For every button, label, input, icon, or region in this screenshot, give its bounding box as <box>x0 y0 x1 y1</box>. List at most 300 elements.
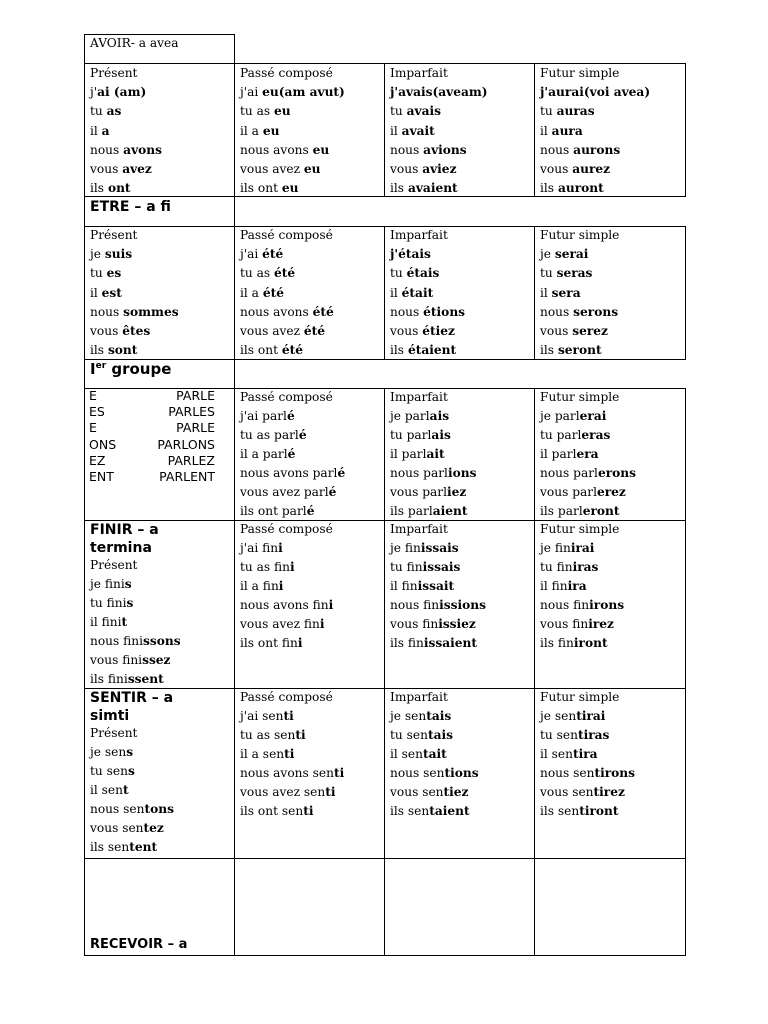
bold-ending: tons <box>144 802 174 816</box>
stem-text: il sen <box>540 747 573 761</box>
bold-ending: serons <box>573 304 619 319</box>
stem-text: nous fin <box>540 598 590 612</box>
bold-ending: issaient <box>423 636 478 650</box>
stem-text: je parl <box>540 409 580 423</box>
stem-text: tu fin <box>540 560 573 574</box>
conjugation-line <box>90 615 127 630</box>
conjugation-line <box>390 522 448 537</box>
bold-ending: aurons <box>573 142 621 157</box>
stem-text: Imparfait <box>390 390 448 404</box>
conjugation-line <box>90 783 129 798</box>
bold-ending: eront <box>582 504 620 518</box>
stem-text: tu parl <box>390 428 432 442</box>
stem-text: vous <box>90 162 123 176</box>
conjugation-line <box>540 143 620 158</box>
stem-text: tu <box>540 266 557 281</box>
stem-text: nous parl <box>390 466 448 480</box>
stem-text: il <box>90 285 102 300</box>
bold-ending: erai <box>579 409 607 423</box>
bold-ending: étions <box>423 304 466 319</box>
conjugation-line <box>540 266 592 281</box>
bold-ending: issait <box>417 579 455 593</box>
bold-ending: iras <box>572 560 599 574</box>
bold-ending: ont <box>107 181 131 196</box>
bold-ending: avez <box>122 162 152 176</box>
conjugation-line <box>390 247 431 262</box>
stem-text: ils ont parl <box>240 504 307 518</box>
conjugation-line <box>390 266 439 281</box>
stem-text: vous sen <box>390 785 444 799</box>
verb-form: PARLONS <box>157 436 215 452</box>
stem-text: vous sen <box>90 821 144 835</box>
bold-ending: ti <box>333 766 345 780</box>
bold-ending: sommes <box>123 304 179 319</box>
stem-text: tu sen <box>90 764 128 778</box>
bold-ending: issais <box>422 560 461 574</box>
bold-ending: serai <box>554 247 589 262</box>
verb-form: PARLE <box>176 388 215 403</box>
conjugation-line <box>240 485 336 500</box>
stem-text: vous sen <box>540 785 594 799</box>
stem-text: je <box>540 247 555 262</box>
stem-text: il <box>390 285 402 300</box>
bold-ending: aurez <box>572 162 611 176</box>
bold-ending: tira <box>573 747 598 761</box>
conjugation-line <box>90 745 133 760</box>
conjugation-line <box>390 747 447 762</box>
bold-ending: eu <box>274 104 291 119</box>
bold-ending: ions <box>447 466 477 480</box>
stem-text: ils sen <box>390 804 430 818</box>
bold-ending: été <box>303 324 326 338</box>
conjugation-line <box>540 181 604 196</box>
bold-ending: t <box>121 615 128 629</box>
stem-text: ils sen <box>90 840 130 854</box>
bold-ending: i <box>297 636 303 650</box>
conjugation-line <box>240 181 299 196</box>
stem-text: vous <box>540 324 573 338</box>
bold-ending: aviez <box>422 162 457 176</box>
bold-ending: serez <box>572 324 608 338</box>
bold-ending: s <box>124 577 132 591</box>
stem-text: vous avez fin <box>240 617 320 631</box>
stem-text: tu fin <box>390 560 423 574</box>
bold-ending: j'aurai(voi avea) <box>540 85 651 100</box>
conjugation-line <box>240 728 306 743</box>
stem-text: Passé composé <box>240 522 333 536</box>
bold-ending: iez <box>447 485 467 499</box>
bold-ending: tions <box>444 766 479 780</box>
stem-text: Présent <box>90 228 138 242</box>
bold-ending: été <box>312 304 334 319</box>
stem-text: ils <box>540 181 558 196</box>
verb-form: PARLENT <box>159 469 215 484</box>
conjugation-line <box>240 390 333 405</box>
bold-ending: ai (am) <box>97 85 147 100</box>
bold-ending: ti <box>325 785 336 799</box>
stem-text: vous parl <box>390 485 447 499</box>
bold-ending: eu <box>262 123 280 138</box>
conjugation-line <box>90 85 146 100</box>
stem-text: je sen <box>540 709 577 723</box>
conjugation-line <box>90 162 152 177</box>
conjugation-line <box>90 247 132 262</box>
bold-ending: a <box>101 123 110 138</box>
conjugation-line <box>390 579 454 594</box>
stem-text: il parl <box>390 447 427 461</box>
sentir-title-line1: SENTIR – a <box>90 690 174 706</box>
conjugation-line <box>390 181 458 196</box>
conjugation-line <box>540 124 583 139</box>
bold-ending: auras <box>556 104 595 119</box>
stem-text: nous avons parl <box>240 466 338 480</box>
bold-ending: era <box>576 447 599 461</box>
stem-text: ils fin <box>390 636 424 650</box>
bold-ending: ti <box>283 709 294 723</box>
conjugation-line <box>540 598 624 613</box>
conjugation-line <box>540 390 619 405</box>
conjugation-line <box>540 447 599 462</box>
bold-ending: issiez <box>438 617 476 631</box>
stem-text: j' <box>90 85 98 100</box>
conjugation-line <box>90 124 110 139</box>
conjugation-line <box>90 104 121 119</box>
bold-ending: suis <box>104 247 133 262</box>
conjugation-line <box>240 766 344 781</box>
stem-text: tu sen <box>540 728 578 742</box>
conjugation-line <box>240 409 295 424</box>
stem-text: nous avons <box>240 142 313 157</box>
stem-text: nous avons sen <box>240 766 334 780</box>
bold-ending: irai <box>570 541 595 555</box>
etre-title: ETRE – a fi <box>90 199 171 215</box>
bold-ending: ait <box>426 447 445 461</box>
bold-ending: seront <box>557 343 602 358</box>
conjugation-line <box>390 485 466 500</box>
bold-ending: avais <box>406 104 441 119</box>
stem-text: Futur simple <box>540 66 620 80</box>
conjugation-line <box>240 247 283 262</box>
bold-ending: tais <box>427 728 453 742</box>
bold-ending: eu(am avut) <box>262 85 345 100</box>
bold-ending: avons <box>123 142 163 157</box>
stem-text: j'ai <box>240 85 263 100</box>
conjugation-line <box>90 343 137 358</box>
bold-ending: erons <box>597 466 636 480</box>
stem-text: tu <box>90 266 107 281</box>
verb-form: PARLE <box>176 420 215 436</box>
stem-text: tu <box>390 104 407 119</box>
bold-ending: irons <box>589 598 625 612</box>
conjugation-line <box>240 690 333 705</box>
stem-text: tu as <box>240 104 275 119</box>
bold-ending: tait <box>423 747 447 761</box>
conjugation-line <box>240 541 283 556</box>
conjugation-line <box>240 286 284 301</box>
stem-text: tu <box>390 266 407 281</box>
conjugation-line <box>390 560 460 575</box>
stem-text: nous avons <box>240 304 313 319</box>
bold-ending: ti <box>303 804 314 818</box>
stem-text: vous fini <box>90 653 143 667</box>
stem-text: vous fin <box>540 617 589 631</box>
conjugation-line <box>390 598 486 613</box>
stem-text: Présent <box>90 558 138 572</box>
verb-form: PARLEZ <box>167 452 215 468</box>
bold-ending: i <box>290 560 295 574</box>
conjugation-line <box>240 617 324 632</box>
conjugation-line <box>90 672 164 687</box>
conjugation-line <box>390 785 468 800</box>
conjugation-line <box>390 709 451 724</box>
conjugation-line <box>240 636 303 651</box>
bold-ending: été <box>274 266 296 281</box>
stem-text: Présent <box>90 726 138 740</box>
conjugation-line <box>540 541 594 556</box>
conjugation-line <box>540 766 635 781</box>
stem-text: ils ont sen <box>240 804 304 818</box>
stem-text: il sen <box>90 783 123 797</box>
bold-ending: eu <box>303 162 321 176</box>
bold-ending: es <box>106 266 122 281</box>
bold-ending: t <box>123 783 129 797</box>
conjugation-line <box>390 636 477 651</box>
conjugation-line <box>240 305 334 320</box>
bold-ending: été <box>262 285 284 300</box>
bold-ending: i <box>278 579 284 593</box>
conjugation-line <box>540 324 608 339</box>
stem-text: nous <box>540 142 574 157</box>
stem-text: il a sen <box>240 747 285 761</box>
bold-ending: étiez <box>422 324 455 338</box>
bold-ending: tiront <box>579 804 619 818</box>
stem-text: il a fin <box>240 579 279 593</box>
conjugation-line <box>540 286 581 301</box>
bold-ending: tiras <box>577 728 610 742</box>
stem-text: Passé composé <box>240 228 333 242</box>
verb-form: PARLES <box>168 404 215 420</box>
conjugation-line <box>90 596 133 611</box>
conjugation-line <box>540 409 606 424</box>
stem-text: Passé composé <box>240 690 333 704</box>
bold-ending: avaient <box>407 181 458 196</box>
conjugation-line <box>390 504 468 519</box>
conjugation-line <box>390 690 448 705</box>
conjugation-line <box>540 728 609 743</box>
conjugation-line <box>390 728 453 743</box>
conjugation-line <box>390 447 445 462</box>
conjugation-line <box>240 785 335 800</box>
stem-text: nous sen <box>540 766 595 780</box>
conjugation-line <box>390 228 448 243</box>
stem-text: vous <box>540 162 573 176</box>
stem-text: ils <box>90 181 108 196</box>
bold-ending: erez <box>597 485 626 499</box>
stem-text: il <box>540 123 552 138</box>
conjugation-line <box>240 143 329 158</box>
conjugation-line <box>90 286 122 301</box>
conjugation-line <box>90 764 135 779</box>
bold-ending: i <box>278 541 283 555</box>
conjugation-line <box>90 228 137 243</box>
bold-ending: été <box>281 343 304 358</box>
stem-text: il <box>90 123 102 138</box>
conjugation-line <box>240 66 333 81</box>
bold-ending: j'étais <box>390 247 431 262</box>
bold-ending: ti <box>284 747 295 761</box>
conjugation-line <box>90 266 121 281</box>
bold-ending: taient <box>429 804 470 818</box>
bold-ending: ssons <box>143 634 181 648</box>
bold-ending: auront <box>557 181 604 196</box>
bold-ending: é <box>306 504 315 518</box>
groupe1-title-main: I <box>90 360 96 378</box>
conjugation-line <box>390 286 433 301</box>
bold-ending: est <box>101 285 122 300</box>
bold-ending: é <box>298 428 307 442</box>
conjugation-line <box>540 560 598 575</box>
bold-ending: avions <box>423 142 467 157</box>
conjugation-line <box>90 181 131 196</box>
recevoir-imparfait-cell <box>384 858 535 956</box>
bold-ending: ssent <box>127 672 164 686</box>
stem-text: Imparfait <box>390 522 448 536</box>
stem-text: Imparfait <box>390 228 448 242</box>
stem-text: nous parl <box>540 466 598 480</box>
conjugation-line <box>240 447 295 462</box>
stem-text: nous avons fin <box>240 598 329 612</box>
bold-ending: ira <box>567 579 587 593</box>
conjugation-line <box>390 617 476 632</box>
conjugation-line <box>390 162 457 177</box>
conjugation-line <box>90 577 132 592</box>
bold-ending: tirons <box>594 766 636 780</box>
bold-ending: i <box>319 617 325 631</box>
bold-ending: irez <box>588 617 614 631</box>
conjugation-line <box>540 709 605 724</box>
stem-text: il a <box>240 123 263 138</box>
conjugation-line <box>390 305 465 320</box>
bold-ending: s <box>126 745 134 759</box>
stem-text: il <box>390 123 402 138</box>
conjugation-line <box>90 653 170 668</box>
conjugation-line <box>390 124 435 139</box>
stem-text: nous <box>90 304 124 319</box>
conjugation-line <box>390 428 451 443</box>
bold-ending: é <box>287 447 296 461</box>
conjugation-line <box>240 228 333 243</box>
conjugation-line <box>240 124 279 139</box>
conjugation-line <box>90 66 137 81</box>
conjugation-line <box>390 85 488 100</box>
stem-text: Futur simple <box>540 690 620 704</box>
conjugation-line <box>540 428 610 443</box>
conjugation-line <box>390 541 459 556</box>
stem-text: vous parl <box>540 485 597 499</box>
stem-text: j'ai fin <box>240 541 279 555</box>
conjugation-line <box>540 85 650 100</box>
conjugation-line <box>240 343 303 358</box>
stem-text: il a <box>240 285 263 300</box>
conjugation-line <box>240 579 283 594</box>
finir-title-line1: FINIR – a <box>90 522 159 538</box>
stem-text: ils fin <box>540 636 574 650</box>
bold-ending: iront <box>573 636 608 650</box>
stem-text: Futur simple <box>540 228 620 242</box>
conjugation-line <box>240 598 333 613</box>
stem-text: ils <box>90 343 108 358</box>
stem-text: ils ont <box>240 343 282 358</box>
conjugation-line <box>540 343 602 358</box>
bold-ending: tirez <box>593 785 625 799</box>
bold-ending: tais <box>426 709 452 723</box>
conjugation-line <box>90 558 137 573</box>
conjugation-line <box>390 409 449 424</box>
stem-text: Futur simple <box>540 390 620 404</box>
recevoir-futur-simple-cell <box>534 858 686 956</box>
bold-ending: était <box>401 285 434 300</box>
stem-text: ils fini <box>90 672 128 686</box>
stem-text: nous <box>540 304 574 319</box>
bold-ending: é <box>337 466 346 480</box>
conjugation-line <box>390 804 470 819</box>
verb-ending: E <box>89 420 97 436</box>
stem-text: ils parl <box>540 504 583 518</box>
conjugation-line <box>540 785 625 800</box>
recevoir-title: RECEVOIR – a <box>90 937 188 952</box>
bold-ending: sont <box>107 343 138 358</box>
stem-text: je parl <box>390 409 430 423</box>
stem-text: vous <box>390 162 423 176</box>
conjugation-line <box>90 305 179 320</box>
stem-text: j'ai parl <box>240 409 287 423</box>
conjugation-line <box>240 522 333 537</box>
verb-ending: E <box>89 388 97 403</box>
stem-text: il sen <box>390 747 423 761</box>
bold-ending: j'avais(aveam) <box>390 85 488 100</box>
groupe1-title-sup: er <box>95 361 107 371</box>
stem-text: Futur simple <box>540 522 620 536</box>
bold-ending: as <box>106 104 122 119</box>
stem-text: il <box>540 285 552 300</box>
stem-text: vous avez <box>240 162 304 176</box>
stem-text: tu fini <box>90 596 127 610</box>
stem-text: Présent <box>90 66 138 80</box>
stem-text: je fin <box>390 541 421 555</box>
stem-text: il a parl <box>240 447 288 461</box>
conjugation-line <box>540 617 614 632</box>
conjugation-line <box>540 579 587 594</box>
bold-ending: tirai <box>576 709 606 723</box>
stem-text: nous sen <box>390 766 445 780</box>
conjugation-line <box>390 104 441 119</box>
bold-ending: avait <box>401 123 435 138</box>
stem-text: tu as sen <box>240 728 296 742</box>
stem-text: vous <box>90 324 123 338</box>
conjugation-line <box>390 143 467 158</box>
stem-text: ils parl <box>390 504 433 518</box>
recevoir-passe-compose-cell <box>234 858 385 956</box>
stem-text: j'ai sen <box>240 709 284 723</box>
conjugation-line <box>240 162 321 177</box>
bold-ending: étaient <box>407 343 457 358</box>
stem-text: ils <box>540 343 558 358</box>
stem-text: il fini <box>90 615 122 629</box>
conjugation-line <box>540 305 618 320</box>
conjugation-line <box>90 143 162 158</box>
conjugation-line <box>240 560 295 575</box>
stem-text: tu sen <box>390 728 428 742</box>
